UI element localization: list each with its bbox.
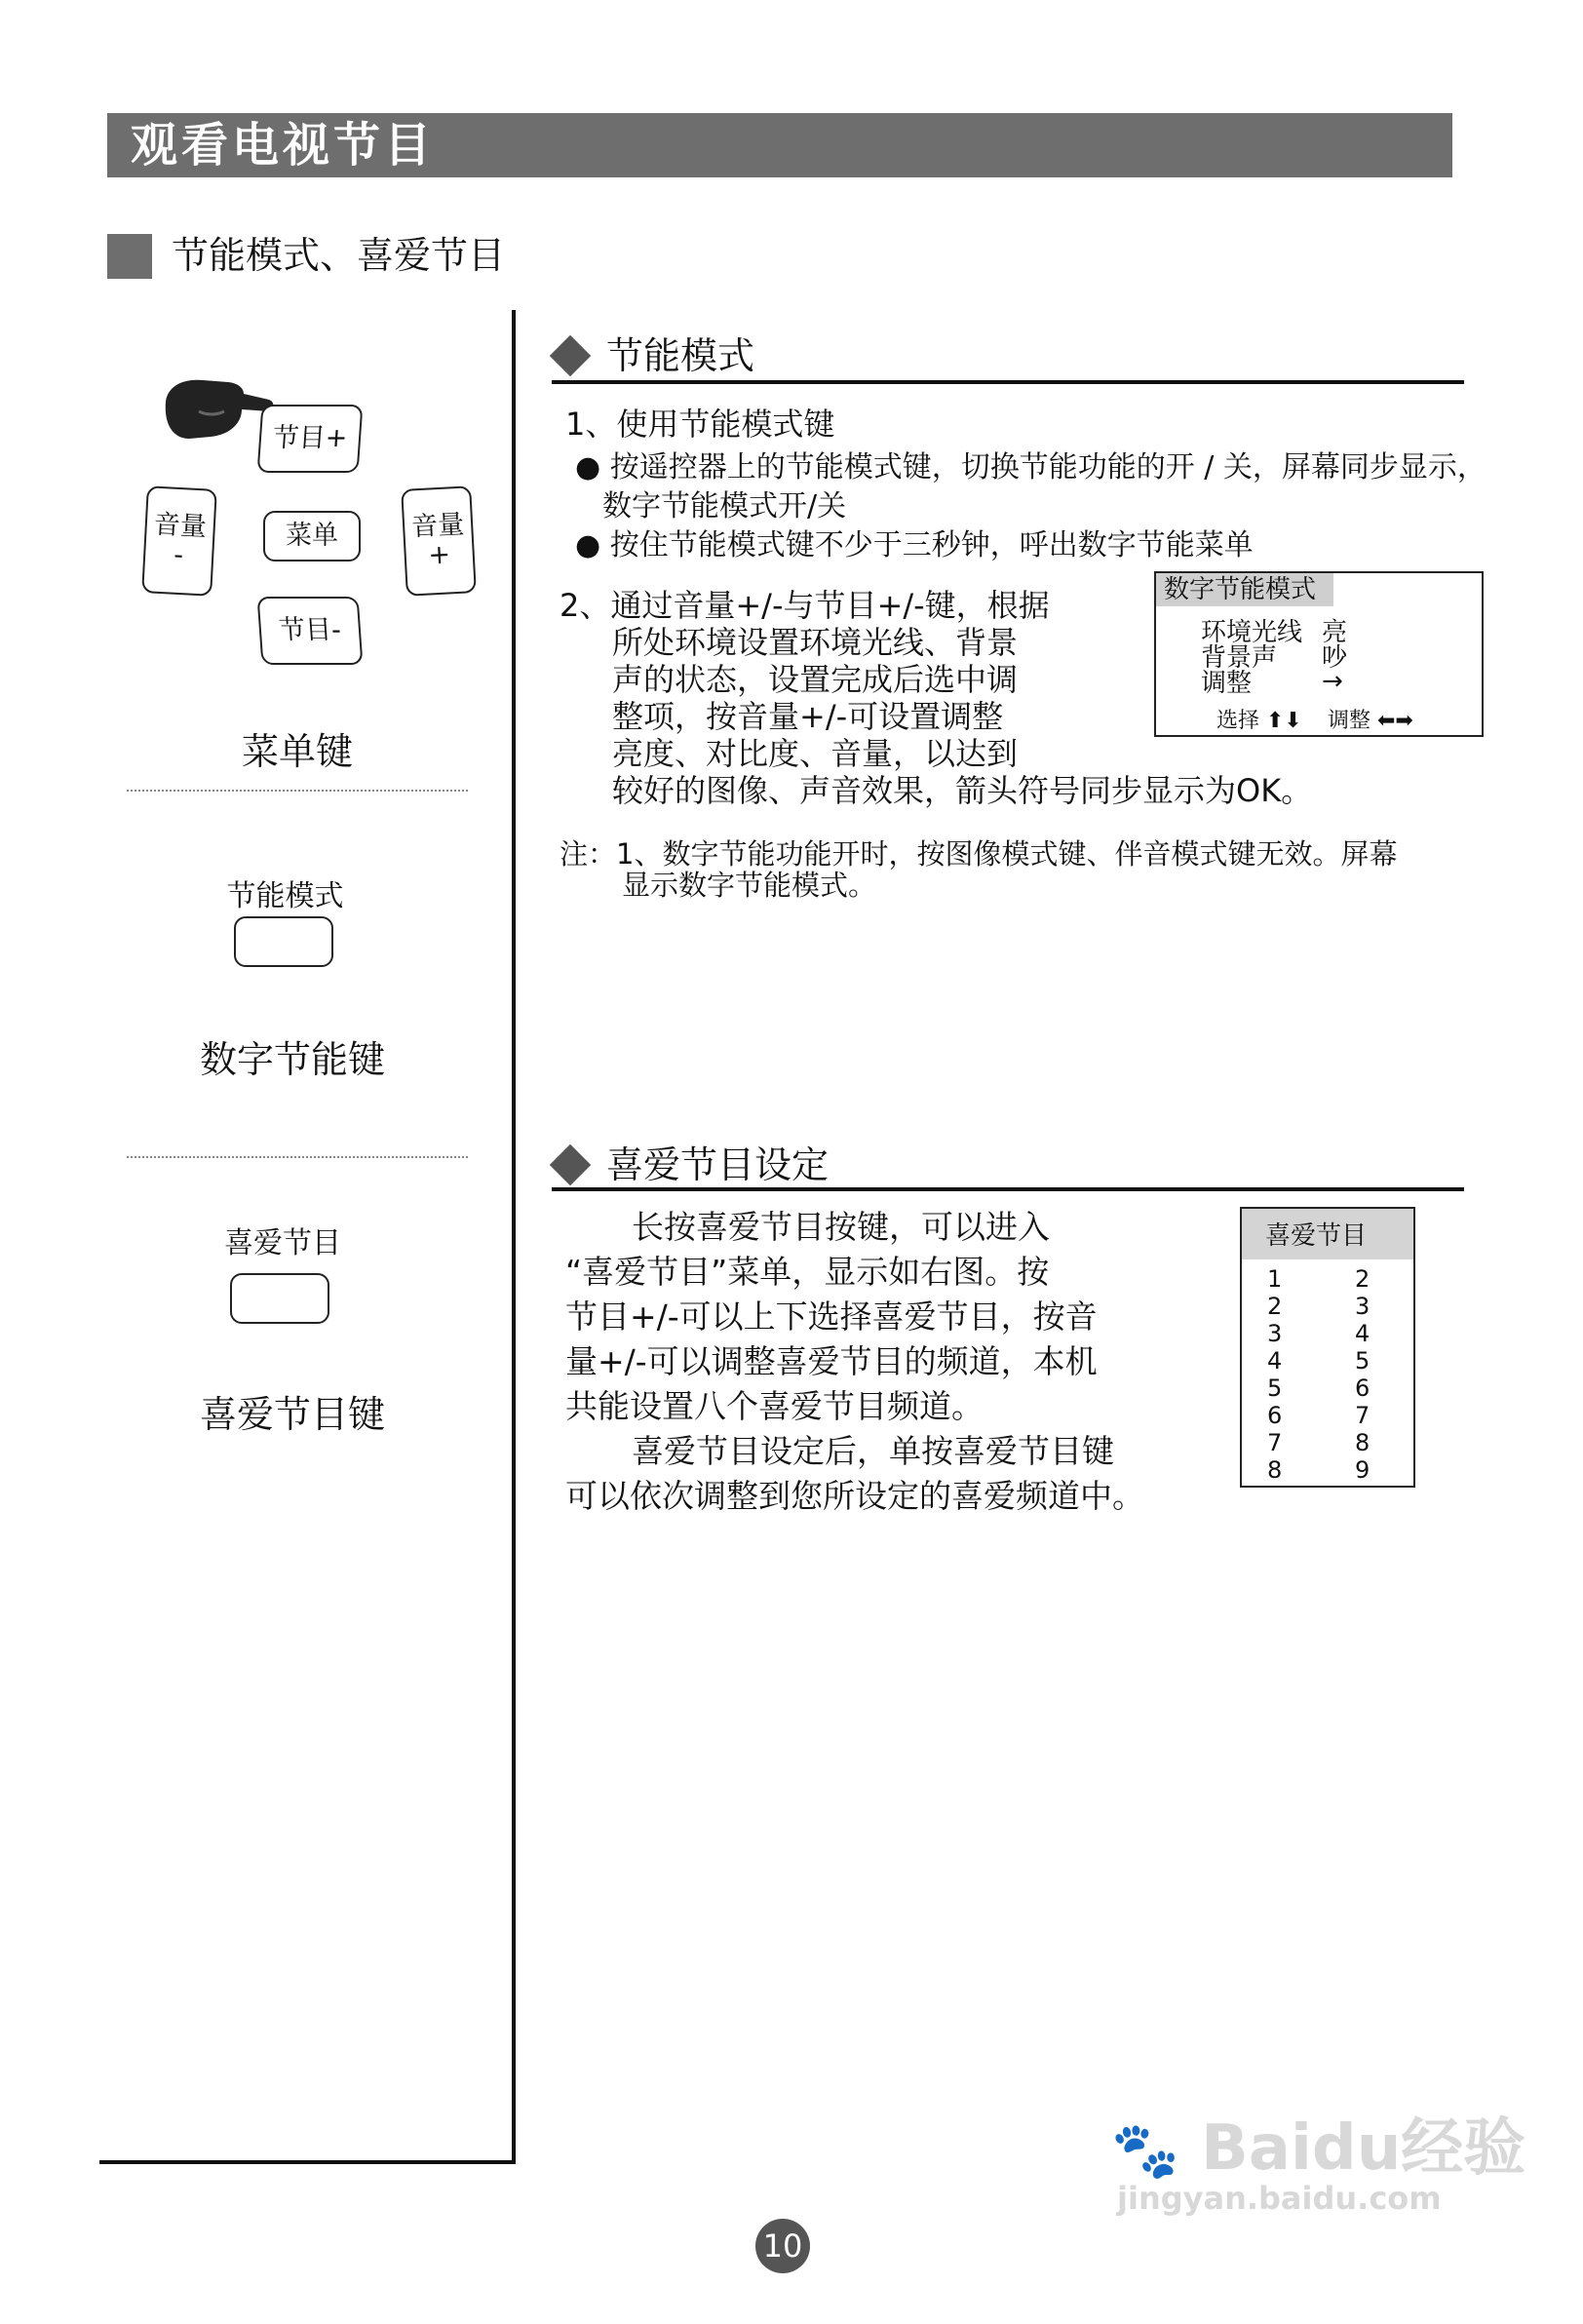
energy-menu-value: → (1322, 667, 1343, 696)
page-title-bar (107, 113, 1452, 177)
fav-menu-list (1242, 1259, 1413, 1484)
energy-heading-rule (552, 380, 1464, 384)
energy-step1: 1、使用节能模式键 (565, 406, 835, 443)
energy-step2: 2、通过音量+/-与节目+/-键，根据 所处环境设置环境光线、背景 声的状态，设置完成后选中调 整项，按音量+/-可设置调整 亮度、对比度、音量，以达到 较好的图像、声音效果，箭头符号同步显示为OK。 (560, 587, 1313, 809)
energy-menu-row: 调整 (1201, 669, 1253, 698)
favorite-button[interactable] (230, 1273, 329, 1324)
energy-menu-footer-select: 选择 ⬆⬇ (1216, 709, 1302, 733)
energy-bullet2: ● 按住节能模式键不少于三秒钟，呼出数字节能菜单 (575, 528, 1254, 562)
page-title: 观看电视节目 (131, 118, 436, 173)
channel-down-button[interactable]: 节目- (257, 597, 364, 665)
fav-menu-title: 喜爱节目 (1242, 1209, 1413, 1259)
dotted-divider (127, 790, 468, 792)
fav-menu-row: 1 2 (1267, 1265, 1371, 1293)
diamond-bullet-icon (550, 335, 591, 376)
energy-mode-button[interactable] (234, 916, 333, 967)
bullet-dot-icon: ● (575, 450, 601, 484)
energy-bullet1: ● 按遥控器上的节能模式键，切换节能功能的开 / 关，屏幕同步显示， (575, 450, 1486, 484)
energy-menu-row: 背景声 (1201, 643, 1278, 673)
energy-menu-row: 环境光线 (1201, 618, 1303, 647)
page-number: 10 (755, 2219, 810, 2273)
energy-menu-value: 吵 (1322, 643, 1348, 673)
volume-up-button[interactable]: 音量 + (401, 485, 477, 597)
energy-menu-title: 数字节能模式 (1156, 573, 1333, 606)
energy-key-caption: 数字节能键 (199, 1038, 385, 1081)
section-marker (107, 234, 152, 279)
section-title: 节能模式、喜爱节目 (172, 234, 506, 277)
paw-icon: 🐾 (1111, 2119, 1179, 2183)
baidu-watermark-url: jingyan.baidu.com (1117, 2180, 1442, 2217)
energy-note: 注：1、数字节能功能开时，按图像模式键、伴音模式键无效。屏幕 显示数字节能模式。 (560, 837, 1398, 902)
fav-menu-row: 6 7 (1267, 1402, 1371, 1429)
fav-paragraph: 长按喜爱节目按键，可以进入 “喜爱节目”菜单，显示如右图。按 节目+/-可以上下选择喜爱节目，按音 量+/-可以调整喜爱节目的频道，本机 共能设置八个喜爱节目频道。 喜爱节目设定后，单按喜爱节目键 可以依次调整到您所设定的喜爱频道中。 (565, 1208, 1144, 1515)
energy-bullet1-cont: 数字节能模式开/关 (602, 489, 847, 523)
dotted-divider (127, 1156, 468, 1158)
menu-button[interactable]: 菜单 (263, 511, 361, 562)
energy-menu-value: 亮 (1322, 618, 1348, 647)
fav-menu-row: 2 3 (1267, 1293, 1371, 1320)
energy-menu-footer-adjust: 调整 ⬅➡ (1328, 709, 1413, 733)
fav-menu-row: 3 4 (1267, 1320, 1371, 1347)
fav-menu-row: 8 9 (1267, 1456, 1371, 1484)
energy-menu-box (1154, 571, 1484, 737)
fav-heading-rule (552, 1187, 1464, 1191)
fav-menu-box (1240, 1207, 1415, 1488)
fav-menu-row: 7 8 (1267, 1429, 1371, 1456)
energy-heading: 节能模式 (606, 334, 755, 377)
diamond-bullet-icon (550, 1144, 591, 1185)
column-divider (512, 310, 516, 2162)
volume-down-button[interactable]: 音量 - (141, 485, 217, 597)
channel-up-button[interactable]: 节目+ (257, 405, 364, 473)
fav-menu-row: 4 5 (1267, 1347, 1371, 1375)
menu-key-caption: 菜单键 (241, 730, 353, 773)
bottom-rule (99, 2160, 516, 2164)
fav-menu-row: 5 6 (1267, 1375, 1371, 1402)
fav-key-caption: 喜爱节目键 (199, 1393, 385, 1436)
fav-heading: 喜爱节目设定 (606, 1143, 830, 1186)
baidu-watermark: 🐾 Baidu经验 (1111, 2112, 1526, 2185)
bullet-dot-icon: ● (575, 528, 601, 562)
energy-key-label: 节能模式 (226, 879, 344, 913)
remote-diagram (136, 361, 487, 682)
fav-key-label: 喜爱节目 (224, 1226, 341, 1260)
